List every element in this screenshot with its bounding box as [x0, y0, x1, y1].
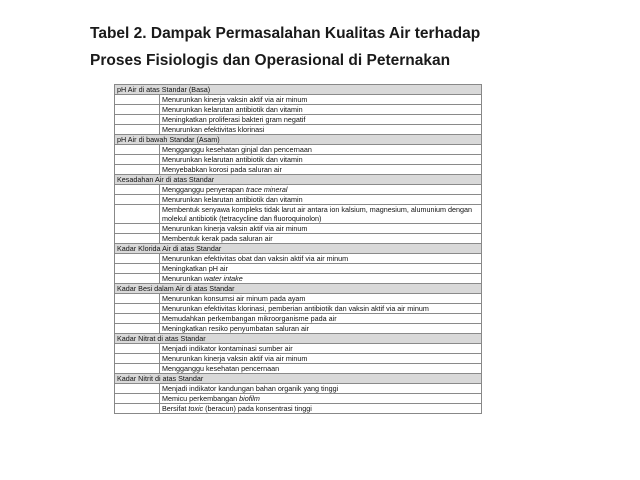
indent-cell	[115, 314, 160, 323]
table-row	[115, 394, 481, 404]
italic-term: toxic	[188, 404, 204, 413]
impact-cell: Menjadi indikator kontaminasi sumber air	[162, 344, 293, 353]
indent-cell	[115, 264, 160, 273]
table-row	[115, 294, 481, 304]
section-heading: pH Air di atas Standar (Basa)	[115, 85, 481, 95]
impact-cell: Menurunkan kelarutan antibiotik dan vitamin	[162, 195, 303, 204]
impact-table	[114, 84, 482, 414]
indent-cell	[115, 294, 160, 303]
impact-cell: Menurunkan kelarutan antibiotik dan vitamin	[162, 105, 303, 114]
title-line-1: Tabel 2. Dampak Permasalahan Kualitas Air terhadap	[90, 25, 481, 42]
table-row	[115, 254, 481, 264]
impact-cell: Menurunkan efektivitas klorinasi, pemberian antibiotik dan vaksin aktif via air minum	[162, 304, 429, 313]
table-row	[115, 264, 481, 274]
indent-cell	[115, 344, 160, 353]
impact-cell: Menyebabkan korosi pada saluran air	[162, 165, 282, 174]
indent-cell	[115, 105, 160, 114]
impact-cell: Mengganggu penyerapan trace mineral	[162, 185, 288, 194]
table-row	[115, 324, 481, 334]
indent-cell	[115, 115, 160, 124]
impact-cell: Menurunkan efektivitas klorinasi	[162, 125, 265, 134]
impact-cell: Mengganggu kesehatan ginjal dan pencernaan	[162, 145, 312, 154]
table-row	[115, 344, 481, 354]
title-line-2: Proses Fisiologis dan Operasional di Peternakan	[90, 52, 451, 69]
document-title	[90, 20, 480, 74]
indent-cell	[115, 95, 160, 104]
impact-cell: Menurunkan kelarutan antibiotik dan vitamin	[162, 155, 303, 164]
table-row	[115, 185, 481, 195]
impact-cell: Menurunkan water intake	[162, 274, 243, 283]
indent-cell	[115, 145, 160, 154]
impact-cell: Bersifat toxic (beracun) pada konsentrasi tinggi	[162, 404, 312, 413]
table-row	[115, 404, 481, 413]
impact-cell: Membentuk senyawa kompleks tidak larut air antara ion kalsium, magnesium, alumunium dengan molekul antibiotik (tetracycline dan fluoroquinolon)	[162, 205, 473, 223]
impact-cell: Memudahkan perkembangan mikroorganisme pada air	[162, 314, 337, 323]
indent-cell	[115, 205, 160, 223]
impact-cell: Mengganggu kesehatan pencernaan	[162, 364, 280, 373]
impact-cell: Menurunkan kinerja vaksin aktif via air minum	[162, 354, 308, 363]
impact-cell: Memicu perkembangan biofilm	[162, 394, 260, 403]
table-row	[115, 155, 481, 165]
indent-cell	[115, 155, 160, 164]
section-heading: Kesadahan Air di atas Standar	[115, 175, 481, 185]
italic-term: trace mineral	[245, 185, 288, 194]
indent-cell	[115, 324, 160, 333]
table-row	[115, 165, 481, 175]
table-row	[115, 95, 481, 105]
table-row	[115, 274, 481, 284]
indent-cell	[115, 224, 160, 233]
indent-cell	[115, 195, 160, 204]
italic-term: water intake	[203, 274, 243, 283]
table-row	[115, 304, 481, 314]
table-row	[115, 364, 481, 374]
table-row	[115, 105, 481, 115]
table-row	[115, 224, 481, 234]
section-heading: Kadar Klorida Air di atas Standar	[115, 244, 481, 254]
impact-cell: Membentuk kerak pada saluran air	[162, 234, 273, 243]
impact-cell: Meningkatkan resiko penyumbatan saluran air	[162, 324, 310, 333]
section-heading: Kadar Nitrat di atas Standar	[115, 334, 481, 344]
indent-cell	[115, 185, 160, 194]
indent-cell	[115, 234, 160, 243]
section-heading: pH Air di bawah Standar (Asam)	[115, 135, 481, 145]
indent-cell	[115, 364, 160, 373]
table-row	[115, 115, 481, 125]
table-row	[115, 125, 481, 135]
impact-cell: Menurunkan kinerja vaksin aktif via air minum	[162, 95, 308, 104]
table-row	[115, 205, 481, 224]
impact-cell: Menurunkan konsumsi air minum pada ayam	[162, 294, 306, 303]
indent-cell	[115, 354, 160, 363]
table-row	[115, 195, 481, 205]
indent-cell	[115, 384, 160, 393]
section-heading: Kadar Besi dalam Air di atas Standar	[115, 284, 481, 294]
table-row	[115, 314, 481, 324]
section-heading: Kadar Nitrit di atas Standar	[115, 374, 481, 384]
table-row	[115, 384, 481, 394]
table-row	[115, 234, 481, 244]
impact-cell: Meningkatkan proliferasi bakteri gram negatif	[162, 115, 306, 124]
table-row	[115, 145, 481, 155]
indent-cell	[115, 304, 160, 313]
impact-cell: Menurunkan efektivitas obat dan vaksin aktif via air minum	[162, 254, 349, 263]
indent-cell	[115, 254, 160, 263]
italic-term: biofilm	[239, 394, 260, 403]
impact-cell: Menurunkan kinerja vaksin aktif via air minum	[162, 224, 308, 233]
indent-cell	[115, 394, 160, 403]
indent-cell	[115, 125, 160, 134]
indent-cell	[115, 165, 160, 174]
impact-cell: Meningkatkan pH air	[162, 264, 228, 273]
table-row	[115, 354, 481, 364]
indent-cell	[115, 274, 160, 283]
indent-cell	[115, 404, 160, 413]
impact-cell: Menjadi indikator kandungan bahan organik yang tinggi	[162, 384, 339, 393]
